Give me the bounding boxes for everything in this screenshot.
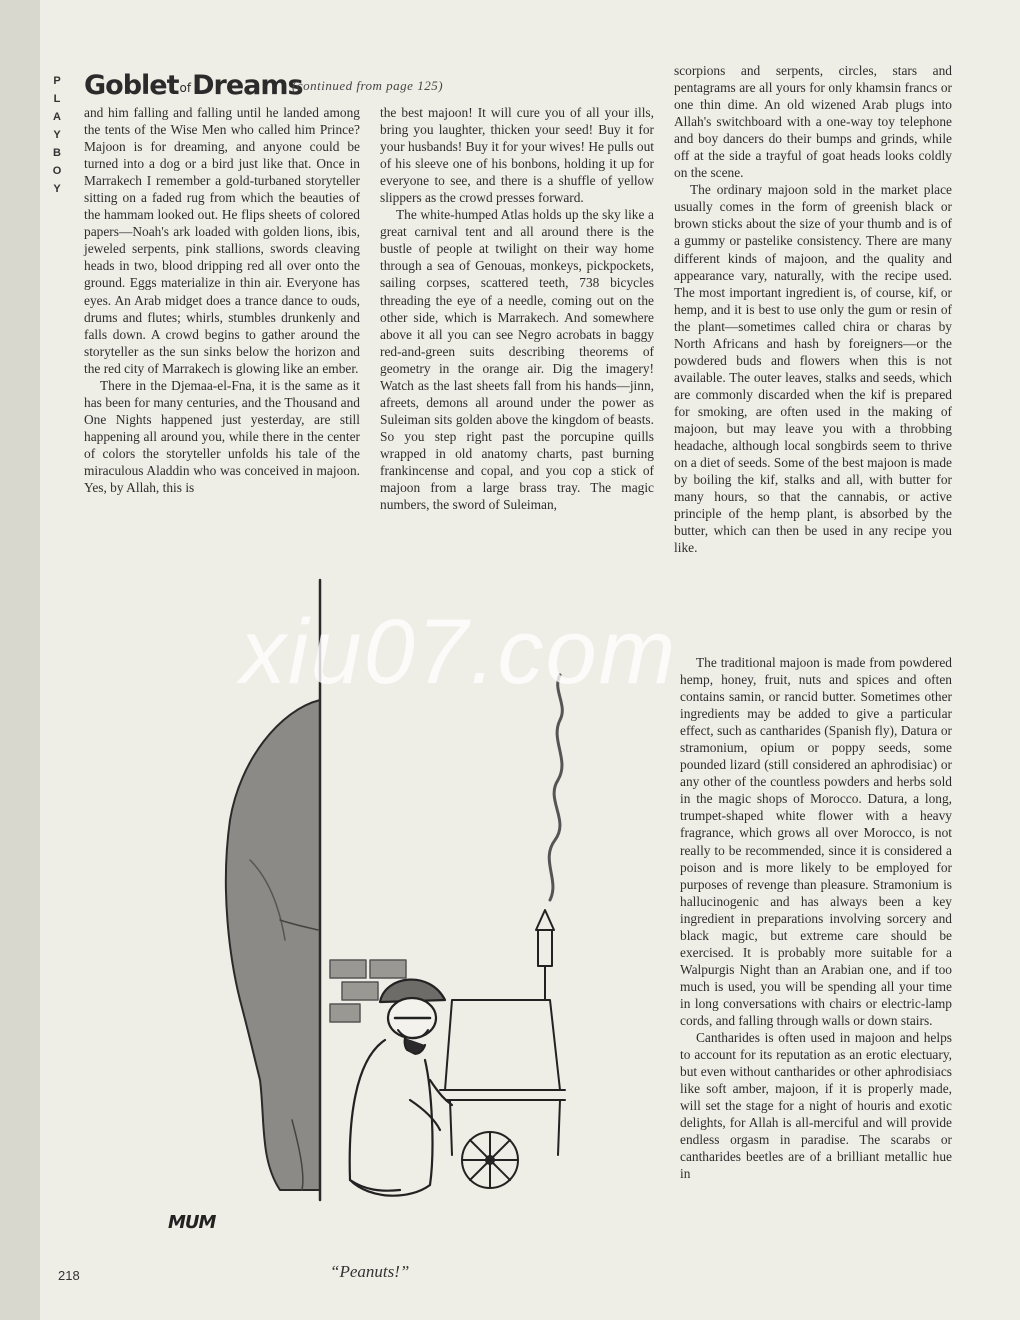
title-word-of: of bbox=[179, 81, 192, 95]
paragraph: Cantharides is often used in majoon and helps to account for its reputation as an erotic electuary, but even without cantharides or other aphrodisiacs like soft amber, majoon, if it is properly made, will set the stage for a night of houris and exotic delights, for Allah is all-merciful and will provide endless orgasm in paradise. The scarabs or cantharides beetles are of a brilliant metallic hue in bbox=[680, 1030, 952, 1182]
continued-note: (continued from page 125) bbox=[292, 78, 444, 93]
magazine-name-vertical bbox=[49, 72, 65, 198]
paragraph: The white-humped Atlas holds up the sky like a great carnival tent and all around there is the bustle of people at twilight on their way home through a sea of Genouas, monkeys, pickpockets, sailing corpses, scattered teeth, 738 bicycles threading the eye of a needle, coming out on the other side, which is Marrakech. And somewhere above it all you can see Negro acrobats in baggy red-and-green suits describing theorems of geometry in the orange air. Dig the imagery! Watch as the last sheets fall from his hands—jinn, afreets, demons all around under the power as Suleiman sits golden above the kingdom of beasts. So you step right past the porcupine quills wrapped in old anatomy charts, past burning frankincense and copal, and you cop a stick of majoon from a large brass tray. The magic numbers, the sword of Suleiman, bbox=[380, 207, 654, 513]
magazine-name-letter: Y bbox=[53, 183, 61, 195]
paragraph: the best majoon! It will cure you of all your ills, bring you laughter, thicken your seed! Buy it for your husbands! Buy it for your wives! He pulls out of his sleeve one of his bonbons, holding it up for everyone to see, and there is a shuffle of yellow slippers as the crowd presses forward. bbox=[380, 105, 654, 206]
paragraph: and him falling and falling until he landed among the tents of the Wise Men who called him Prince? Majoon is for dreaming, and anyone could be turned into a dog or a bird just like that. Once in Marrakech I remember a gold-turbaned storyteller sitting on a faded rug from which the beauties of the hammam looked out. He flips sheets of colored papers—Noah's ark loaded with golden lions, ibis, jeweled serpents, pink stallions, swords cleaving heads in two, blood dripping red all over onto the ground. Eggs materialize in thin air. Everyone has eyes. An Arab midget does a trance dance to ouds, drums and flutes; whirls, stumbles drunkenly and falls down. A crowd begins to gather around the storyteller as the sun sinks below the horizon and the red city of Marrakech is glowing like an ember. bbox=[84, 105, 360, 376]
cartoon-illustration bbox=[80, 560, 670, 1250]
text-column-2 bbox=[380, 104, 654, 513]
cartoon-caption: “Peanuts!” bbox=[330, 1262, 410, 1281]
watermark: xiu07.com bbox=[240, 601, 678, 703]
paragraph: There in the Djemaa-el-Fna, it is the same as it has been for many centuries, and the Thousand and One Nights happened just yesterday, are still happening all around you, while there in the center of colors the storyteller unfolds his tale of the miraculous Aladdin who was conceived in majoon. Yes, by Allah, this is bbox=[84, 377, 360, 496]
article-title bbox=[84, 70, 303, 101]
text-column-3-bottom bbox=[680, 654, 952, 1182]
peanut-vendor-drawing bbox=[350, 980, 452, 1196]
artist-signature: MUM bbox=[168, 1212, 216, 1233]
title-word-dreams: Dreams bbox=[192, 70, 303, 101]
paragraph: The traditional majoon is made from powdered hemp, honey, fruit, nuts and spices and often contains samin, or rancid butter. Sometimes other ingredients may be added to give a particular effect, such as cantharides (Spanish fly), Datura or stramonium, opium or poppy seeds, some pounded lizard (still considered an aphrodisiac) or any other of the countless powders and herbs sold in the magic shops of Morocco. Datura, a long, trumpet-shaped white flower with a heavy fragrance, which grows all over Morocco, is not really to be recommended, since it is considered a poison and is more likely to be employed for purposes of revenge than pleasure. Stramonium is hallucinogenic and has always been a key ingredient in preparations involving sorcery and black magic, but extreme care should be exercised. It is probably more suitable for a Walpurgis Night than an Arabian one, and if too much is used, you will be spending all your time in long conversations with chairs or electric-lamp cords, and falling through walls or down stairs. bbox=[680, 655, 952, 1028]
smoke-trail bbox=[549, 675, 562, 900]
magazine-name-letter: B bbox=[53, 147, 61, 159]
text-column-3-top bbox=[674, 62, 952, 556]
elephant-drawing bbox=[226, 700, 320, 1190]
magazine-name-letter: Y bbox=[53, 129, 61, 141]
paragraph: The ordinary majoon sold in the market place usually comes in the form of greenish black or brown sticks about the size of your thumb and is of a gummy or pastelike consistency. There are many different kinds of majoon, and the quality and appearance vary, naturally, with the recipe used. The most important ingredient is, of course, kif, or hemp, and it is best to use only the gum or resin of the plant—sometimes called chira or charas by North Africans and hash by foreigners—or the powdered buds and flowers when this is not available. The outer leaves, stalks and seeds, which are commonly discarded when the kif is prepared for smoking, are often used in the making of majoon, but may leave you with a throbbing headache, although local songbirds seem to thrive on a diet of seeds. Some of the best majoon is made by boiling the kif, stalks and all, with butter for many hours, so that the cannabis, or active principle of the hemp plant, is absorbed by the butter, which can then be used in any recipe you like. bbox=[674, 182, 952, 556]
peanut-cart-drawing bbox=[440, 910, 565, 1188]
magazine-name-letter: P bbox=[53, 75, 61, 87]
title-word-goblet: Goblet bbox=[84, 70, 179, 101]
text-column-1 bbox=[84, 104, 360, 496]
paragraph: scorpions and serpents, circles, stars and pentagrams are all yours for only khamsin francs or one thin dime. An old wizened Arab plugs into Allah's switchboard with a one-way toy telephone and boy dancers do their bumps and grinds, while off at the side a trayful of goat heads looks coldly on the scene. bbox=[674, 63, 952, 181]
magazine-name-letter: O bbox=[52, 165, 62, 177]
magazine-name-letter: A bbox=[53, 111, 61, 123]
page-number: 218 bbox=[58, 1268, 80, 1283]
magazine-name-letter: L bbox=[53, 93, 61, 105]
article-header bbox=[84, 70, 644, 104]
page-edge bbox=[0, 0, 40, 1320]
